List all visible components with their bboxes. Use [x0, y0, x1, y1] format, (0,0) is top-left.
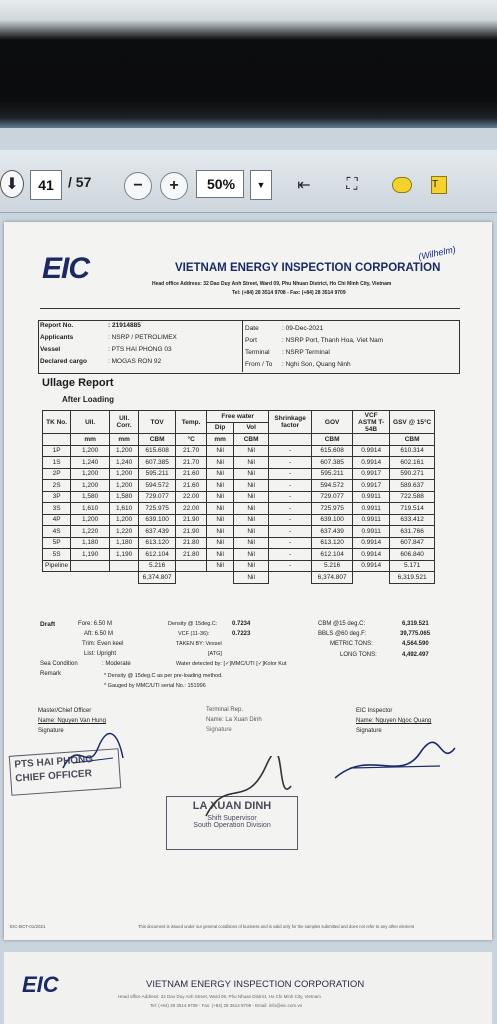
table-cell: 639.100 [312, 514, 353, 526]
text-annotation-icon[interactable]: T [425, 172, 453, 198]
table-cell: 610.314 [390, 445, 435, 457]
zoom-in-button[interactable] [160, 172, 188, 200]
unit-cell: CBM [234, 434, 269, 446]
table-row [43, 526, 435, 538]
lt-label: LONG TONS: [340, 652, 377, 658]
terminal-rep-title: Terminal Rep. [206, 707, 244, 713]
phone-line: Tel: (+84) 28 3514 9708 - Fax: (+84) 28 3514 9709 [232, 290, 346, 296]
table-cell: - [269, 491, 312, 503]
table-cell: 0.9914 [353, 560, 390, 572]
bbls-value: 39,775.065 [400, 631, 431, 637]
draft-label: Draft [40, 621, 56, 628]
from-to: : Nghi Son, Quang Ninh [282, 361, 351, 368]
footer-company-name: VIETNAM ENERGY INSPECTION CORPORATION [146, 979, 365, 990]
table-cell: - [269, 503, 312, 515]
table-cell: 1,610 [71, 503, 110, 515]
draft-aft: Aft: 6.50 M [84, 631, 114, 637]
table-cell: 615.608 [312, 445, 353, 457]
table-header-row [43, 411, 435, 423]
table-cell: 1S [43, 457, 71, 469]
sea-condition: : Moderate [102, 661, 131, 667]
table-cell: 21.70 [176, 457, 207, 469]
table-cell: 1,610 [110, 503, 139, 515]
address-line: Head office Address: 32 Dao Duy Anh Street, Ward 09, Phu Nhuan District, Ho Chi Minh City, Vietnam [152, 281, 392, 287]
table-cell: 594.572 [312, 480, 353, 492]
table-cell: 602.161 [390, 457, 435, 469]
col-temp: Temp. [176, 411, 207, 434]
table-cell: 0.9911 [353, 503, 390, 515]
density-label: Density @ 15deg.C: [168, 621, 218, 627]
vcf-value: 0.7223 [232, 631, 251, 637]
table-cell: 0.9914 [353, 549, 390, 561]
remark-1: * Density @ 15deg.C as per pre-loading method. [104, 673, 223, 679]
monitor-bezel [0, 0, 497, 130]
table-cell: - [269, 457, 312, 469]
table-cell: Nil [234, 537, 269, 549]
table-cell: 5.216 [312, 560, 353, 572]
after-loading-label: After Loading [62, 395, 114, 404]
chevron-down-icon: ▼ [256, 180, 266, 190]
section-title: Ullage Report [42, 377, 114, 389]
master-name: Name: Nguyen Van Hung [38, 718, 106, 724]
table-cell: 22.00 [176, 503, 207, 515]
table-cell: 1,200 [71, 468, 110, 480]
zoom-out-button[interactable] [124, 172, 152, 200]
table-cell: Nil [207, 491, 234, 503]
table-cell: 1,580 [71, 491, 110, 503]
footer-address: Head office Address: 32 Dao Duy Anh Street, Ward 09, Phu Nhuan District, Ho Chi Minh City, Vietnam [118, 994, 321, 999]
table-cell: 1,180 [71, 537, 110, 549]
table-cell [176, 560, 207, 572]
unit-cell [269, 434, 312, 446]
bbls-label: BBLS @60 deg.F: [318, 631, 367, 637]
table-row [43, 514, 435, 526]
table-cell: 21.70 [176, 445, 207, 457]
table-cell: 633.412 [390, 514, 435, 526]
table-cell: 0.9917 [353, 480, 390, 492]
table-cell: 3S [43, 503, 71, 515]
page-total: / 57 [68, 174, 92, 190]
table-cell: Nil [234, 503, 269, 515]
terminal-stamp-line2: Shift Supervisor [207, 815, 257, 822]
table-cell: Nil [207, 445, 234, 457]
eic-logo: EIC [42, 252, 90, 285]
table-cell: Nil [234, 514, 269, 526]
col-ull: Ull. [71, 411, 110, 434]
table-cell: 1,200 [71, 514, 110, 526]
vessel-stamp-line2: CHIEF OFFICER [14, 768, 93, 785]
terminal-stamp-line1: LA XUAN DINH [192, 800, 272, 812]
fit-page-icon[interactable]: ⇤ [297, 177, 311, 194]
lt-value: 4,492.497 [402, 652, 429, 658]
table-cell: 1,240 [110, 457, 139, 469]
totals-spacer [43, 572, 139, 584]
totals-spacer [269, 572, 312, 584]
table-cell: 0.9914 [353, 457, 390, 469]
table-cell [71, 560, 110, 572]
table-cell: 1,190 [71, 549, 110, 561]
table-cell: 21.80 [176, 549, 207, 561]
cbm15-label: CBM @15 deg.C: [318, 621, 366, 627]
col-vol: Vol [234, 422, 269, 434]
master-signature-label: Signature [38, 728, 64, 734]
applicants-label: Applicants [40, 334, 74, 341]
date: : 09-Dec-2021 [282, 325, 324, 332]
table-cell: - [269, 537, 312, 549]
table-cell: 0.9914 [353, 445, 390, 457]
unit-cell [353, 434, 390, 446]
unit-cell [43, 434, 71, 446]
table-cell: 595.211 [139, 468, 176, 480]
table-cell: 0.9911 [353, 514, 390, 526]
table-cell [110, 560, 139, 572]
table-cell: Nil [234, 560, 269, 572]
sea-condition-label: Sea Condition [40, 661, 78, 667]
table-cell: Pipeline [43, 560, 71, 572]
table-cell: Nil [207, 560, 234, 572]
prev-page-icon[interactable]: ⬇ [0, 170, 24, 198]
table-cell: Nil [234, 480, 269, 492]
table-cell: 1,200 [71, 480, 110, 492]
table-row [43, 445, 435, 457]
table-cell: Nil [234, 549, 269, 561]
table-cell: 612.104 [312, 549, 353, 561]
table-cell: 613.120 [139, 537, 176, 549]
table-cell: - [269, 560, 312, 572]
col-tov: TOV [139, 411, 176, 434]
table-cell: 21.90 [176, 514, 207, 526]
terminal-signature [196, 756, 296, 826]
table-cell: - [269, 526, 312, 538]
totals-spacer [353, 572, 390, 584]
table-cell: - [269, 445, 312, 457]
table-row [43, 560, 435, 572]
table-cell: 3P [43, 491, 71, 503]
draft-trim: Trim: Even keel [82, 641, 124, 647]
table-cell: 1,200 [110, 445, 139, 457]
table-cell: Nil [234, 526, 269, 538]
table-row [43, 457, 435, 469]
table-cell: Nil [207, 526, 234, 538]
table-cell: 5.171 [390, 560, 435, 572]
terminal-label: Terminal [245, 349, 270, 356]
draft-list: List: Upright [84, 651, 117, 657]
ullage-table [42, 410, 435, 584]
report-no: : 21914885 [108, 322, 141, 329]
table-cell: 0.9917 [353, 468, 390, 480]
port-label: Port [245, 337, 257, 344]
totals-spacer [176, 572, 207, 584]
comment-icon[interactable] [388, 172, 416, 198]
terminal-rep-name: Name: La Xuan Dinh [206, 717, 262, 723]
vcf-label: VCF (11-36): [178, 631, 210, 637]
table-cell: 21.90 [176, 526, 207, 538]
table-cell: 1,200 [110, 468, 139, 480]
eic-inspector-name: Name: Nguyen Ngoc Quang [356, 718, 432, 724]
unit-cell: CBM [139, 434, 176, 446]
table-cell: 0.9911 [353, 491, 390, 503]
unit-cell: mm [71, 434, 110, 446]
zoom-level-field[interactable]: 50% [196, 170, 244, 198]
terminal: : NSRP Terminal [282, 349, 330, 356]
table-row [43, 549, 435, 561]
header-divider [40, 308, 460, 309]
eic-inspector-signature-label: Signature [356, 728, 382, 734]
unit-cell: mm [110, 434, 139, 446]
date-label: Date [245, 325, 259, 332]
cbm15-value: 6,319.521 [402, 621, 429, 627]
mt-label: METRIC TONS: [330, 641, 373, 647]
table-cell: 21.60 [176, 468, 207, 480]
vessel-label: Vessel [40, 346, 61, 353]
table-cell: 607.385 [312, 457, 353, 469]
table-row [43, 491, 435, 503]
mt-value: 4,564.590 [402, 641, 429, 647]
table-cell: 5.216 [139, 560, 176, 572]
table-cell: Nil [234, 445, 269, 457]
total-gov: 6,374.807 [312, 572, 353, 584]
col-ull-corr: Ull. Corr. [110, 411, 139, 434]
draft-fore: Fore: 6.50 M [78, 621, 113, 627]
table-row [43, 468, 435, 480]
table-cell: 589.637 [390, 480, 435, 492]
table-cell: 21.60 [176, 480, 207, 492]
master-title: Master/Chief Officer [38, 708, 92, 714]
table-cell: Nil [207, 480, 234, 492]
footer-contact: Tel: (+84) 28 3514 9708 - Fax: (+84) 28 3514 9709 - Email: info@eic.com.vn [150, 1003, 303, 1008]
table-cell: 719.514 [390, 503, 435, 515]
water-detect: Water detected by: [✓]MMC/UTI [✓]Kolor Kut [176, 661, 287, 667]
col-vcf: VCF ASTM T-54B [353, 411, 390, 434]
table-cell: Nil [207, 468, 234, 480]
unit-cell: mm [207, 434, 234, 446]
table-body [43, 445, 435, 572]
vessel: : PTS HAI PHONG 03 [108, 346, 172, 353]
applicants: : NSRP / PETROLIMEX [108, 334, 177, 341]
table-cell: 607.385 [139, 457, 176, 469]
info-box-divider [242, 320, 243, 372]
declared-cargo-label: Declared cargo [40, 358, 87, 365]
table-cell: Nil [234, 468, 269, 480]
handwritten-note: (Wilhelm) [417, 244, 457, 262]
terminal-rep-signature-label: Signature [206, 727, 232, 733]
remark-2: * Gauged by MMC/UTI serial No.: 151996 [104, 683, 206, 689]
table-cell: 4S [43, 526, 71, 538]
table-cell: - [269, 468, 312, 480]
table-cell: 606.840 [390, 549, 435, 561]
taken-by: TAKEN BY: Vessel [176, 641, 222, 647]
from-to-label: From / To [245, 361, 273, 368]
col-shrinkage: Shrinkage factor [269, 411, 312, 434]
table-cell: Nil [234, 491, 269, 503]
table-cell: 22.00 [176, 491, 207, 503]
table-cell: 594.572 [139, 480, 176, 492]
table-cell: 615.608 [139, 445, 176, 457]
remark-label: Remark [40, 671, 62, 677]
table-cell: 637.439 [139, 526, 176, 538]
table-cell: Nil [207, 549, 234, 561]
table-cell: Nil [234, 457, 269, 469]
port: : NSRP Port, Thanh Hoa, Viet Nam [282, 337, 384, 344]
table-cell: 595.211 [312, 468, 353, 480]
table-cell: 1,200 [110, 480, 139, 492]
table-cell: 637.439 [312, 526, 353, 538]
totals-spacer [207, 572, 234, 584]
total-vol: Nil [234, 572, 269, 584]
table-cell: 613.120 [312, 537, 353, 549]
eic-signature [330, 738, 460, 788]
total-tov: 6,374.807 [139, 572, 176, 584]
table-cell: 5P [43, 537, 71, 549]
table-cell: 5S [43, 549, 71, 561]
table-cell: 1,240 [71, 457, 110, 469]
table-cell: 1P [43, 445, 71, 457]
table-cell: 21.80 [176, 537, 207, 549]
table-cell: 725.975 [139, 503, 176, 515]
table-cell: Nil [207, 514, 234, 526]
table-row [43, 480, 435, 492]
total-gsv: 6,319.521 [390, 572, 435, 584]
atg-label: [ATG] [208, 651, 222, 657]
minus-icon: − [133, 177, 143, 194]
report-no-label: Report No. [40, 322, 74, 329]
table-cell: 1,580 [110, 491, 139, 503]
table-cell: 590.271 [390, 468, 435, 480]
table-cell: 1,180 [110, 537, 139, 549]
page-number-input[interactable]: 41 [30, 170, 62, 200]
table-cell: 1,200 [110, 514, 139, 526]
table-cell: 2P [43, 468, 71, 480]
plus-icon: + [169, 177, 179, 194]
declared-cargo: : MOGAS RON 92 [108, 358, 162, 365]
table-cell: - [269, 480, 312, 492]
col-dip: Dip [207, 422, 234, 434]
col-gov: GOV [312, 411, 353, 434]
col-free-water: Free water [207, 411, 269, 423]
table-cell: Nil [207, 537, 234, 549]
table-cell: - [269, 514, 312, 526]
eic-inspector-title: EIC Inspector [356, 708, 393, 714]
table-cell: 607.847 [390, 537, 435, 549]
table-cell: 631.766 [390, 526, 435, 538]
totals-row [43, 572, 435, 584]
table-cell: 1,220 [71, 526, 110, 538]
master-signature [58, 728, 128, 778]
table-cell: 729.077 [312, 491, 353, 503]
table-cell: 2S [43, 480, 71, 492]
table-row [43, 537, 435, 549]
table-cell: 1,220 [110, 526, 139, 538]
table-cell: 722.588 [390, 491, 435, 503]
table-cell: 1,200 [71, 445, 110, 457]
unit-cell: CBM [390, 434, 435, 446]
table-cell: 725.975 [312, 503, 353, 515]
col-gsv: GSV @ 15°C [390, 411, 435, 434]
footer-eic-logo: EIC [22, 972, 59, 997]
vessel-stamp-line1: PTS HAI PHONG [14, 754, 94, 771]
unit-cell: CBM [312, 434, 353, 446]
table-cell: 4P [43, 514, 71, 526]
table-cell: 0.9914 [353, 537, 390, 549]
table-cell: 729.077 [139, 491, 176, 503]
zoom-dropdown-button[interactable] [250, 170, 272, 200]
fit-width-icon[interactable]: ⛶ [346, 176, 358, 193]
table-cell: Nil [207, 503, 234, 515]
footer-note: This document is issued under our general conditions of business and is valid only for the samples submitted and does not refer to any other element [138, 924, 415, 929]
table-units-row [43, 434, 435, 446]
table-cell: - [269, 549, 312, 561]
col-tk: TK No. [43, 411, 71, 434]
company-name: VIETNAM ENERGY INSPECTION CORPORATION [175, 262, 441, 274]
unit-cell: °C [176, 434, 207, 446]
form-code: EIC-BCT-01/2021 [10, 924, 46, 929]
table-cell: Nil [207, 457, 234, 469]
density-value: 0.7234 [232, 621, 251, 627]
terminal-stamp-line3: South Operation Division [193, 822, 271, 829]
table-cell: 639.100 [139, 514, 176, 526]
table-cell: 0.9911 [353, 526, 390, 538]
table-row [43, 503, 435, 515]
table-cell: 612.104 [139, 549, 176, 561]
table-cell: 1,190 [110, 549, 139, 561]
